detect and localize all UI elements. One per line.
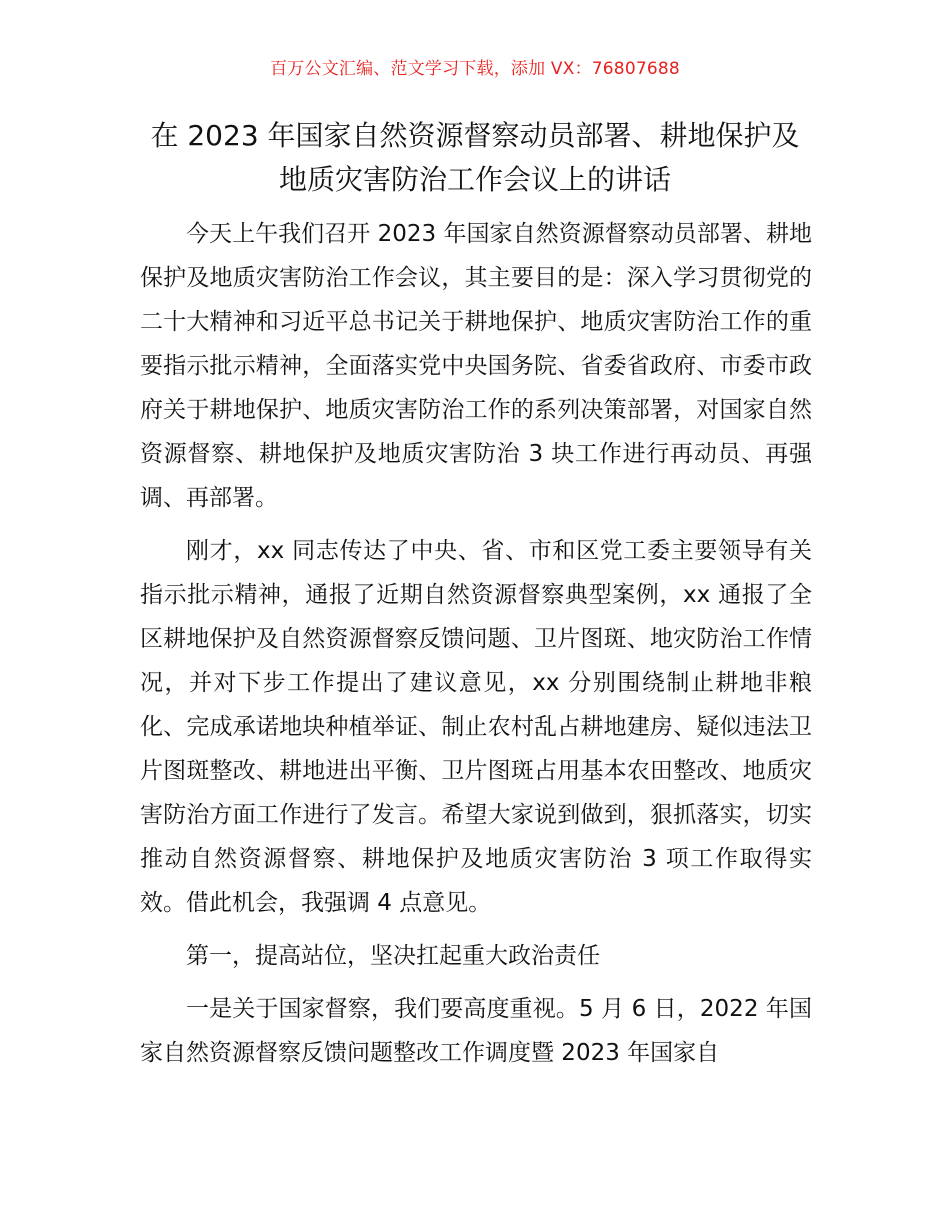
paragraph-summary: 刚才，xx 同志传达了中央、省、市和区党工委主要领导有关指示批示精神，通报了近期自然资源督察典型案例，xx 通报了全区耕地保护及自然资源督察反馈问题、卫片图斑、地灾防治工作情况，并对下步工作提出了建议意见，xx 分别围绕制止耕地非粮化、完成承诺地块种植举证、制止农村乱占耕地建房、疑似违法卫片图斑整改、耕地进出平衡、卫片图斑占用基本农田整改、地质灾害防治方面工作进行了发言。希望大家说到做到，狠抓落实，切实推动自然资源督察、耕地保护及地质灾害防治 3 项工作取得实效。借此机会，我强调 4 点意见。 [140, 538, 812, 916]
paragraph-national-inspection: 一是关于国家督察，我们要高度重视。5 月 6 日，2022 年国家自然资源督察反馈问题整改工作调度暨 2023 年国家自 [140, 996, 812, 1066]
promo-banner: 百万公文汇编、范文学习下载，添加 VX：76807688 [270, 59, 680, 79]
paragraph-intro: 今天上午我们召开 2023 年国家自然资源督察动员部署、耕地保护及地质灾害防治工作会议，其主要目的是：深入学习贯彻党的二十大精神和习近平总书记关于耕地保护、地质灾害防治工作的重要指示批示精神，全面落实党中央国务院、省委省政府、市委市政府关于耕地保护、地质灾害防治工作的系列决策部署，对国家自然资源督察、耕地保护及地质灾害防治 3 块工作进行再动员、再强调、再部署。 [140, 221, 812, 511]
document-title: 在 2023 年国家自然资源督察动员部署、耕地保护及地质灾害防治工作会议上的讲话 [150, 119, 800, 196]
document-body [140, 212, 812, 1075]
section-heading-1: 第一，提高站位，坚决扛起重大政治责任 [186, 943, 600, 969]
